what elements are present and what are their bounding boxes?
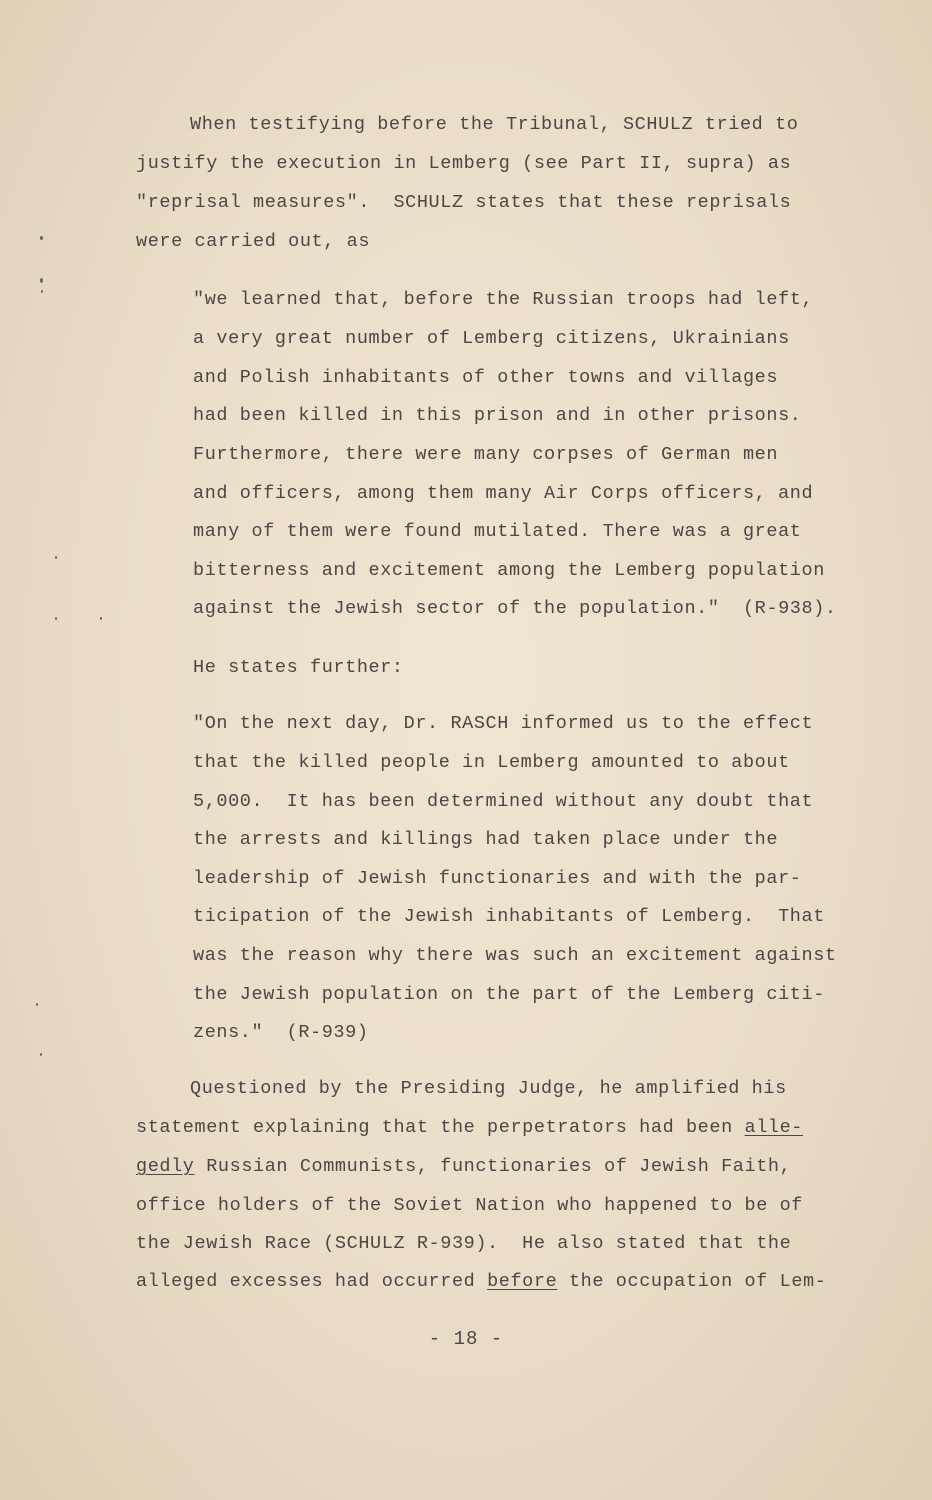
quote-1-line-3: and Polish inhabitants of other towns and villages [193, 367, 779, 388]
paragraph-3-line-6-text-end: the occupation of Lem- [557, 1271, 827, 1292]
quote-1-line-9: against the Jewish sector of the population." (R-938). [193, 598, 837, 619]
paragraph-1-line-1: When testifying before the Tribunal, SCHULZ tried to [190, 114, 799, 135]
quote-2-line-8: the Jewish population on the part of the Lemberg citi- [193, 984, 825, 1005]
paragraph-3-line-3-text: Russian Communists, functionaries of Jewish Faith, [194, 1156, 792, 1177]
margin-speck [55, 617, 57, 620]
paragraph-2: He states further: [193, 657, 404, 678]
paragraph-3-line-5: the Jewish Race (SCHULZ R-939). He also stated that the [136, 1233, 792, 1254]
margin-speck [41, 290, 43, 293]
paragraph-1-line-4: were carried out, as [136, 231, 371, 252]
quote-1-line-7: many of them were found mutilated. There was a great [193, 521, 802, 542]
quote-2-line-2: that the killed people in Lemberg amounted to about [193, 752, 790, 773]
paragraph-3-line-6-text: alleged excesses had occurred [136, 1271, 488, 1292]
quote-2-line-3: 5,000. It has been determined without any doubt that [193, 791, 814, 812]
page-number: - 18 - [428, 1328, 504, 1350]
paragraph-3-line-3 [136, 1156, 791, 1178]
margin-speck [55, 556, 57, 559]
margin-speck [40, 278, 43, 283]
underlined-word-before: before [487, 1271, 558, 1292]
quote-1-line-5: Furthermore, there were many corpses of German men [193, 444, 779, 465]
paragraph-3-line-2-text: statement explaining that the perpetrators had been [136, 1117, 745, 1138]
quote-2-line-7: was the reason why there was such an excitement against [193, 945, 837, 966]
paragraph-3-line-2 [136, 1117, 803, 1139]
quote-1-line-6: and officers, among them many Air Corps officers, and [193, 483, 814, 504]
quote-1-line-1: "we learned that, before the Russian troops had left, [193, 289, 814, 310]
paragraph-3-line-1: Questioned by the Presiding Judge, he amplified his [190, 1078, 787, 1099]
quote-1-line-4: had been killed in this prison and in other prisons. [193, 405, 802, 426]
paragraph-3-line-6 [136, 1271, 826, 1293]
margin-speck [40, 236, 43, 240]
quote-2-line-4: the arrests and killings had taken place under the [193, 829, 779, 850]
paragraph-1-line-3: "reprisal measures". SCHULZ states that these reprisals [136, 192, 792, 213]
quote-2-line-1: "On the next day, Dr. RASCH informed us to the effect [193, 713, 814, 734]
underlined-word-alle: alle- [744, 1117, 804, 1138]
quote-1-line-2: a very great number of Lemberg citizens, Ukrainians [193, 328, 790, 349]
quote-1-line-8: bitterness and excitement among the Lemberg population [193, 560, 825, 581]
quote-2-line-5: leadership of Jewish functionaries and with the par- [193, 868, 802, 889]
quote-2-line-6: ticipation of the Jewish inhabitants of Lemberg. That [193, 906, 825, 927]
paragraph-3-line-4: office holders of the Soviet Nation who happened to be of [136, 1195, 804, 1216]
margin-speck [36, 1003, 38, 1006]
paragraph-1-line-2: justify the execution in Lemberg (see Part II, supra) as [136, 153, 792, 174]
quote-2-line-9: zens." (R-939) [193, 1022, 369, 1043]
underlined-word-gedly: gedly [136, 1156, 195, 1177]
margin-speck [100, 617, 102, 620]
margin-speck [40, 1053, 42, 1056]
